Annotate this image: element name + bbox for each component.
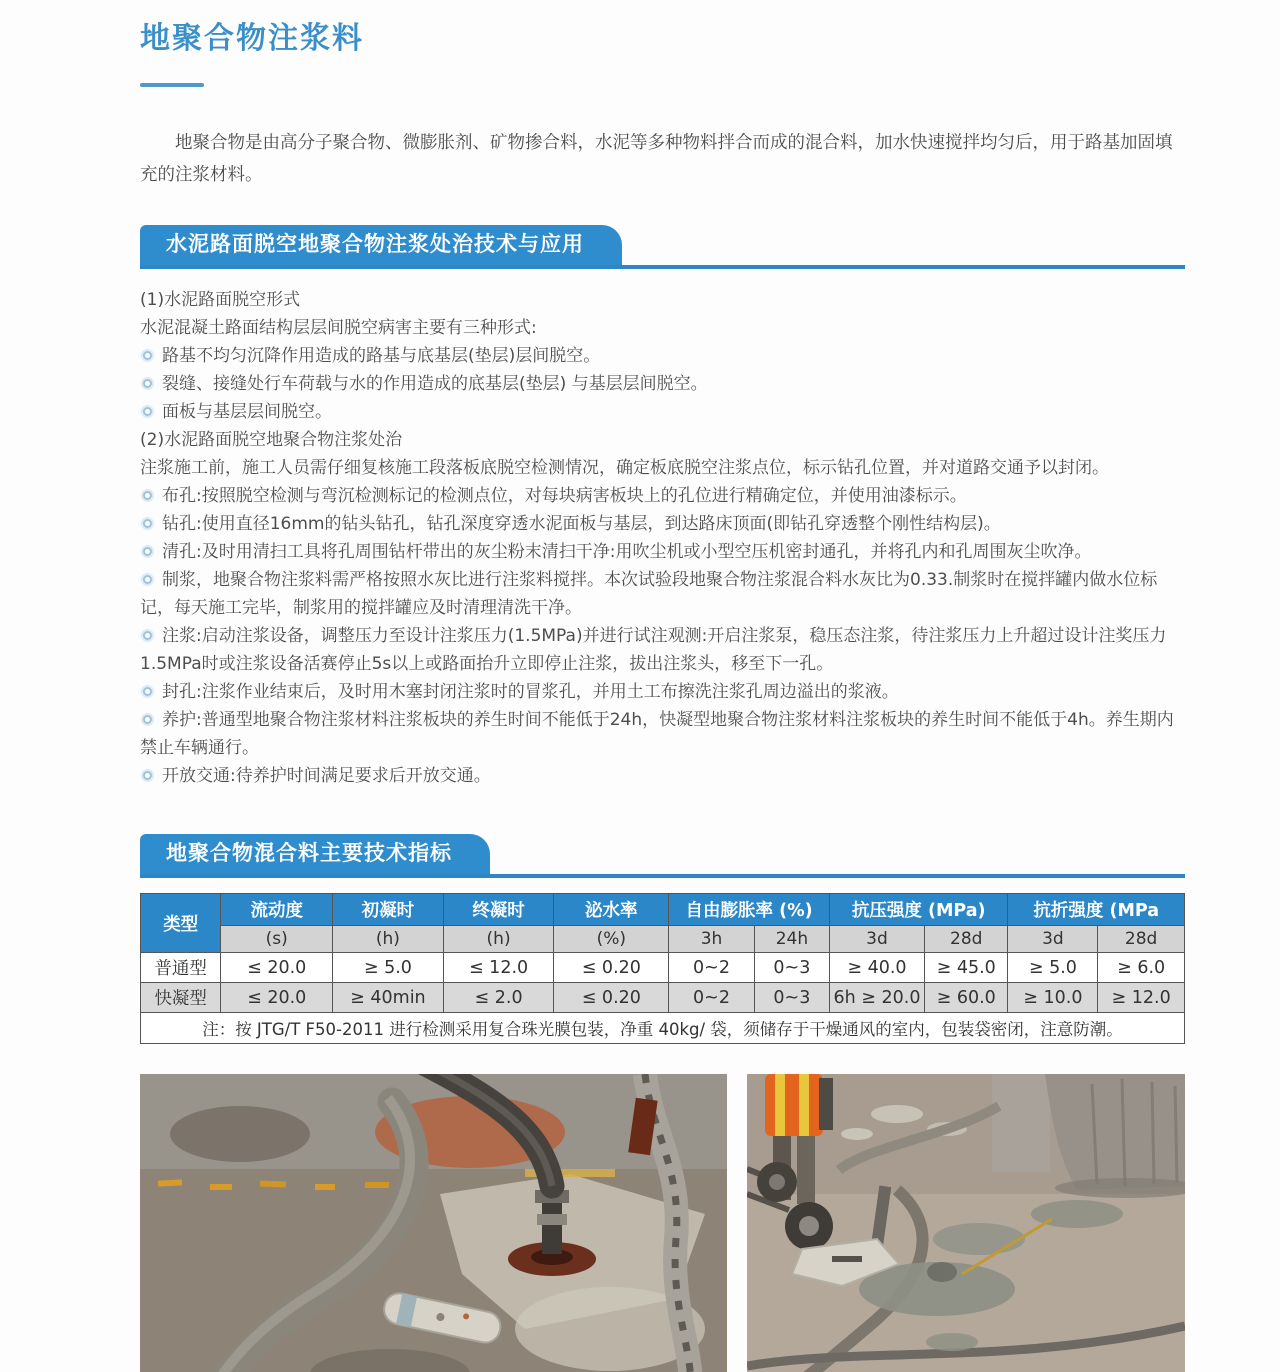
ring-bullet-icon [143,547,152,556]
col-free-expansion: 自由膨胀率 (%) [669,894,830,926]
list-item: (1)水泥路面脱空形式 [140,290,301,310]
section-rule-2 [140,834,1185,878]
section-heading-1: 水泥路面脱空地聚合物注浆处治技术与应用 [140,225,622,265]
table-header-row-1 [141,894,1185,926]
photo-grouting-worksite [747,1074,1185,1372]
photo-gallery [140,1074,1185,1372]
section-rule-1 [140,225,1185,269]
col-type: 类型 [141,894,221,953]
list-item: 养护:普通型地聚合物注浆材料注浆板块的养生时间不能低于24h，快凝型地聚合物注浆材料注浆板块的养生时间不能低于4h。养生期内禁止车辆通行。 [140,710,1174,758]
col-flexural: 抗折强度 (MPa [1008,894,1185,926]
section-heading-2: 地聚合物混合料主要技术指标 [140,834,490,874]
col-flow: 流动度 [221,894,333,926]
ring-bullet-icon [143,351,152,360]
table-header-row-2: (s) (h) (h) (%) 3h 24h 3d 28d 3d 28d [141,926,1185,953]
col-final-set: 终凝时 [443,894,554,926]
procedure-list [140,286,1185,790]
ring-bullet-icon [143,687,152,696]
list-item: 面板与基层层间脱空。 [140,398,1185,426]
spec-table [140,893,1185,1044]
ring-bullet-icon [143,715,152,724]
list-item: 水泥混凝土路面结构层层间脱空病害主要有三种形式: [140,318,537,338]
table-note: 注：按 JTG/T F50-2011 进行检测采用复合珠光膜包装，净重 40kg/ 袋，须储存于干燥通风的室内，包装袋密闭，注意防潮。 [141,1013,1185,1044]
list-item: 开放交通:待养护时间满足要求后开放交通。 [140,762,1185,790]
table-row: 普通型 ≤ 20.0 ≥ 5.0 ≤ 12.0 ≤ 0.20 0~2 0~3 ≥ 40.0 ≥ 45.0 ≥ 5.0 ≥ 6.0 [141,953,1185,983]
ring-bullet-icon [143,379,152,388]
list-item: (2)水泥路面脱空地聚合物注浆处治 [140,430,403,450]
ring-bullet-icon [143,575,152,584]
ring-bullet-icon [143,771,152,780]
ring-bullet-icon [143,407,152,416]
list-item: 制浆，地聚合物注浆料需严格按照水灰比进行注浆料搅拌。本次试验段地聚合物注浆混合料水灰比为0.33.制浆时在搅拌罐内做水位标记，每天施工完毕，制浆用的搅拌罐应及时清理清洗干净。 [140,570,1158,618]
col-initial-set: 初凝时 [333,894,444,926]
page-title: 地聚合物注浆料 [140,21,364,56]
list-item: 布孔:按照脱空检测与弯沉检测标记的检测点位，对每块病害板块上的孔位进行精确定位，并使用油漆标示。 [140,482,1185,510]
table-row: 快凝型 ≤ 20.0 ≥ 40min ≤ 2.0 ≤ 0.20 0~2 0~3 6h ≥ 20.0 ≥ 60.0 ≥ 10.0 ≥ 12.0 [141,983,1185,1013]
list-item: 注浆施工前，施工人员需仔细复核施工段落板底脱空检测情况，确定板底脱空注浆点位，标示钻孔位置，并对道路交通予以封闭。 [140,458,1109,478]
list-item: 裂缝、接缝处行车荷载与水的作用造成的底基层(垫层) 与基层层间脱空。 [140,370,1185,398]
list-item: 注浆:启动注浆设备，调整压力至设计注浆压力(1.5MPa)并进行试注观测:开启注浆泵，稳压态注浆，待注浆压力上升超过设计注奖压力1.5MPa时或注浆设备活赛停止5s以上或路面抬升立即停止注浆，拔出注浆头，移至下一孔。 [140,626,1167,674]
list-item: 路基不均匀沉降作用造成的路基与底基层(垫层)层间脱空。 [140,342,1185,370]
intro-paragraph: 地聚合物是由高分子聚合物、微膨胀剂、矿物掺合料，水泥等多种物料拌合而成的混合料，加水快速搅拌均匀后，用于路基加固填充的注浆材料。 [140,133,1173,185]
col-compressive: 抗压强度 (MPa) [829,894,1008,926]
table-note-row [141,1013,1185,1044]
title-underline [140,83,204,87]
col-bleeding: 泌水率 [554,894,669,926]
ring-bullet-icon [143,519,152,528]
ring-bullet-icon [143,631,152,640]
ring-bullet-icon [143,491,152,500]
list-item: 钻孔:使用直径16mm的钻头钻孔，钻孔深度穿透水泥面板与基层，到达路床顶面(即钻孔穿透整个刚性结构层)。 [140,510,1185,538]
photo-grouting-hole [140,1074,727,1372]
list-item: 封孔:注浆作业结束后，及时用木塞封闭注浆时的冒浆孔，并用土工布擦洗注浆孔周边溢出的浆液。 [140,678,1185,706]
list-item: 清孔:及时用清扫工具将孔周围钻杆带出的灰尘粉末清扫干净:用吹尘机或小型空压机密封通孔，并将孔内和孔周围灰尘吹净。 [140,538,1185,566]
